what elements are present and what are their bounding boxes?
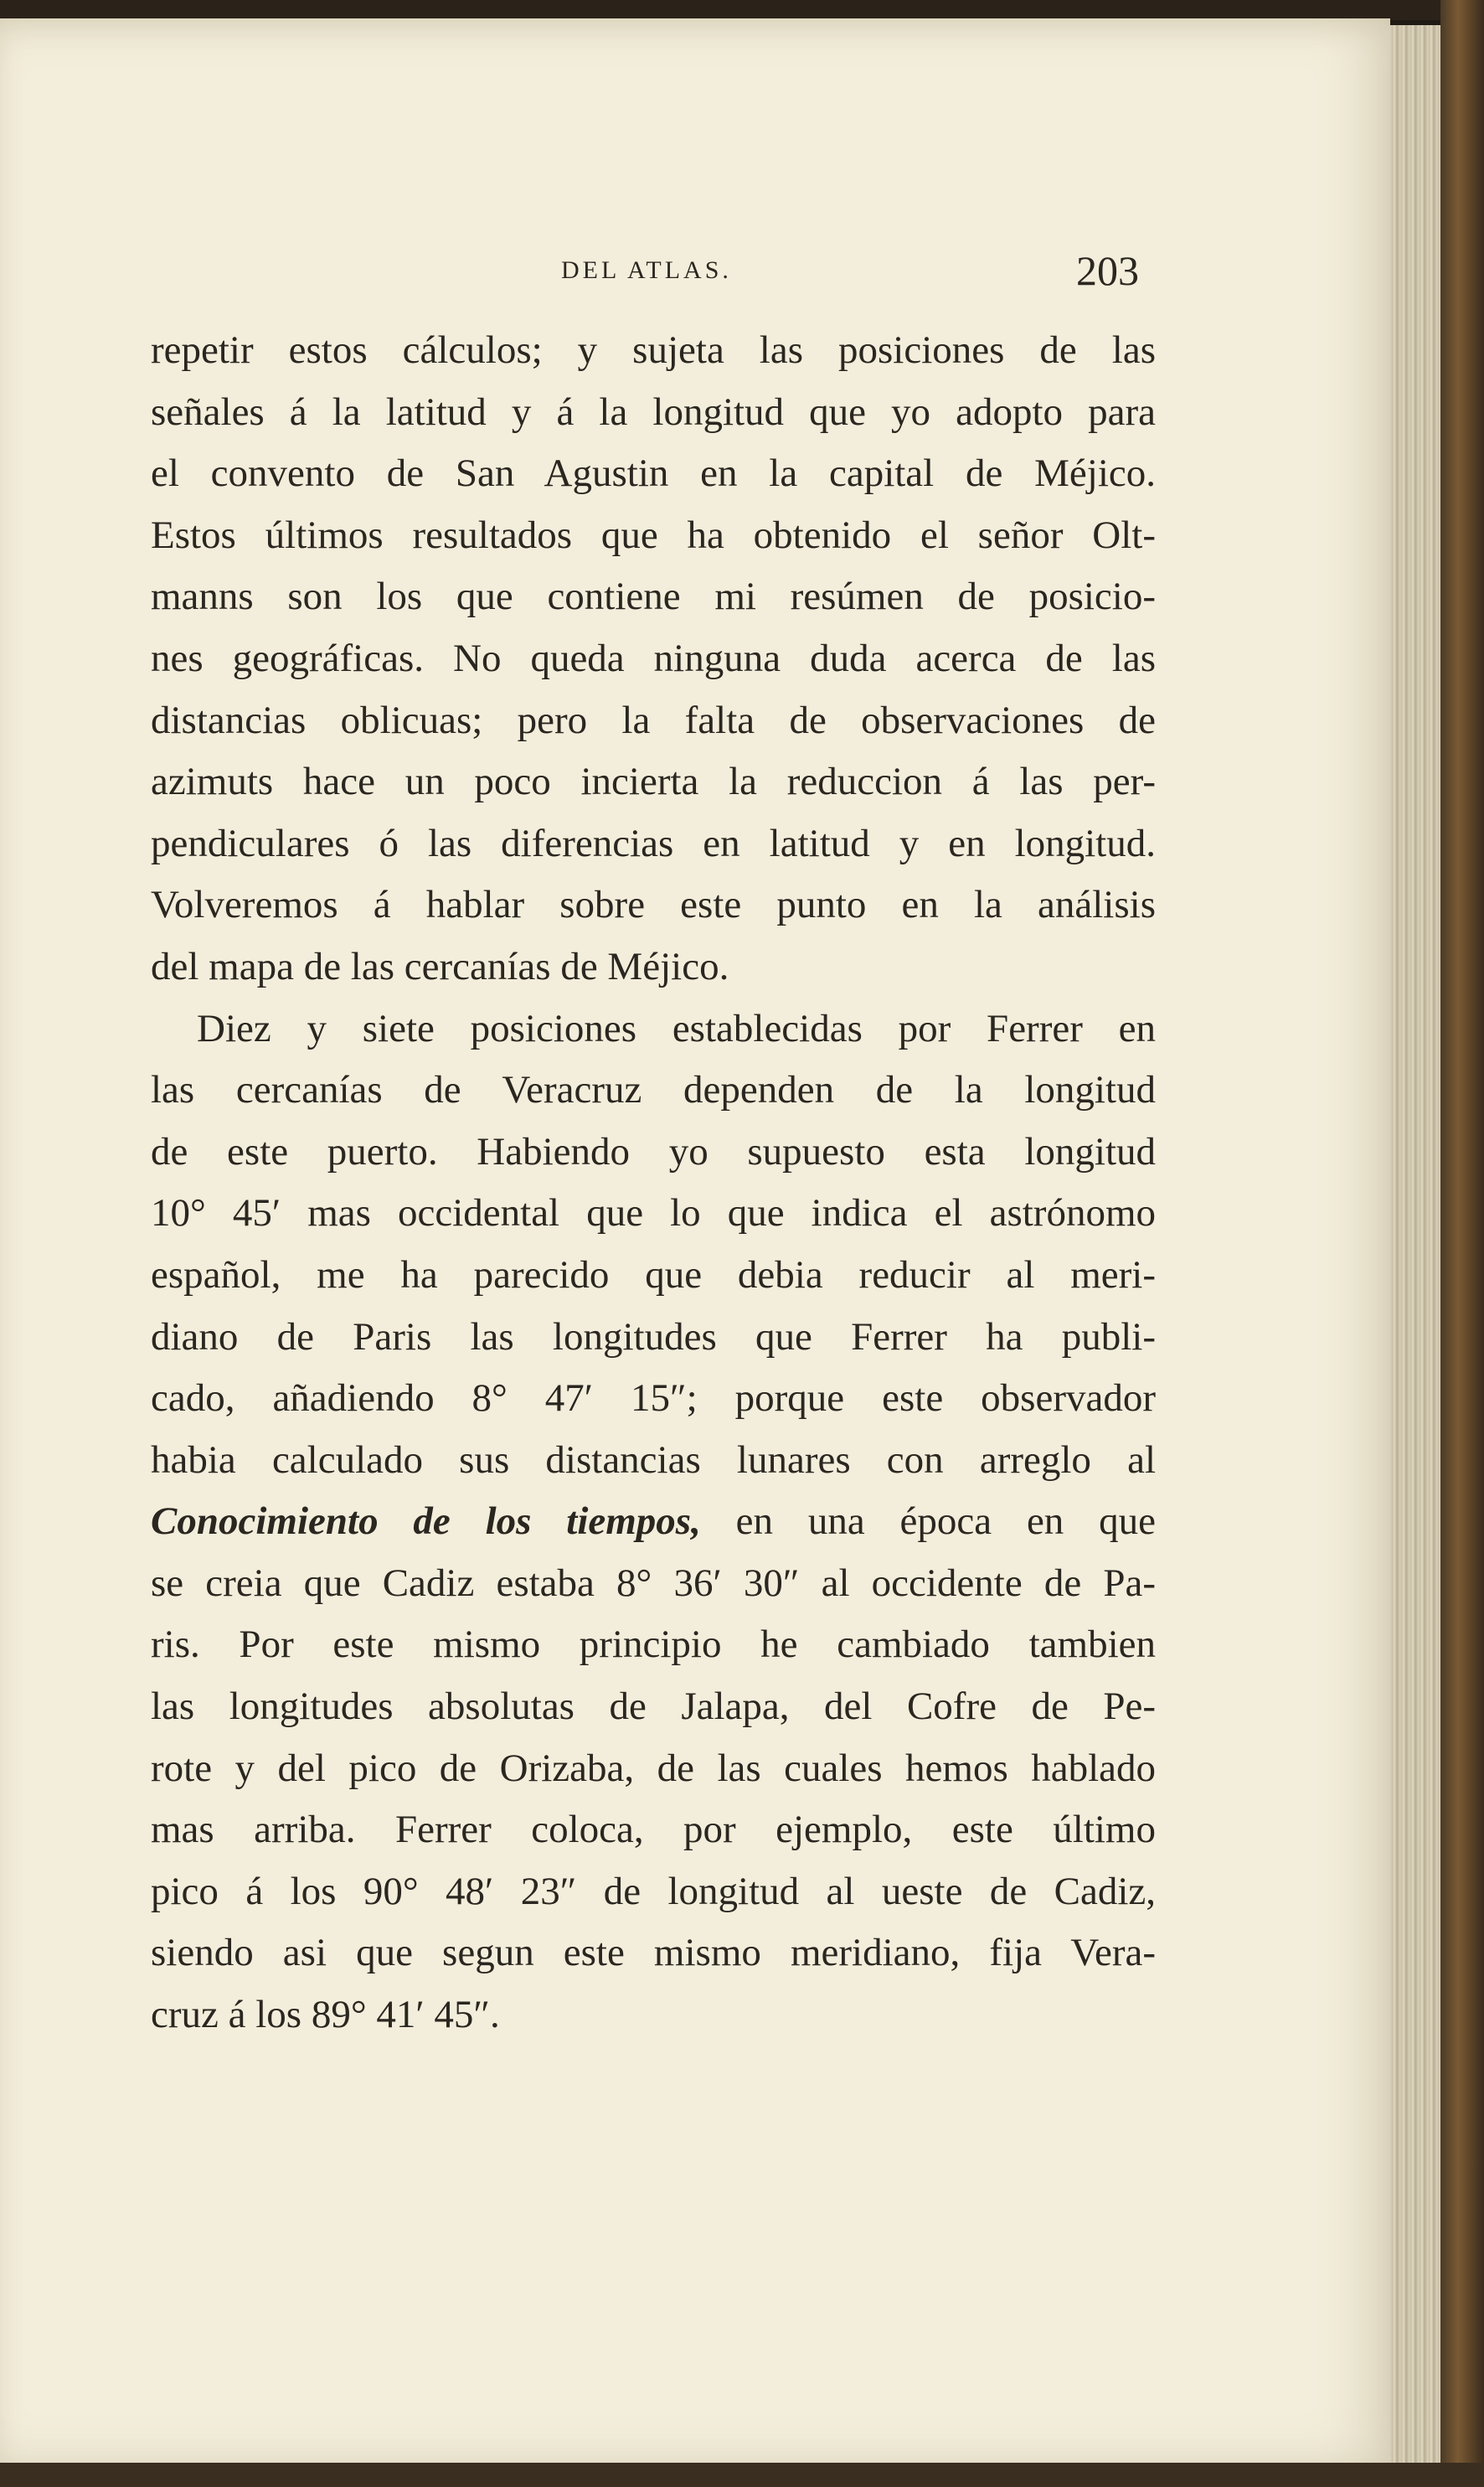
book-spine-edge: [1440, 0, 1484, 2487]
paragraph-1: [151, 320, 1156, 998]
paragraph-2: [151, 998, 1156, 2046]
text-line: ris. Por este mismo principio he cambiado tambien: [151, 1623, 1156, 1667]
italic-title: Conocimiento de los tiempos,: [151, 1499, 701, 1544]
text-line: español, me ha parecido que debia reducir al meri-: [151, 1252, 1156, 1297]
text-line: de este puerto. Habiendo yo supuesto esta longitud: [151, 1129, 1156, 1174]
text-fragment: en una época en que: [700, 1499, 1156, 1544]
text-line: Diez y siete posiciones establecidas por Ferrer en: [197, 1006, 1156, 1050]
scan-bottom-border: [0, 2463, 1484, 2487]
text-line: pendiculares ó las diferencias en latitud y en longitud.: [151, 821, 1156, 865]
scan-top-border: [0, 0, 1484, 20]
page-number: 203: [1076, 247, 1139, 294]
text-line: nes geográficas. No queda ninguna duda acerca de las: [151, 636, 1156, 680]
running-title: DEL ATLAS.: [561, 256, 732, 284]
text-line: diano de Paris las longitudes que Ferrer ha publi-: [151, 1314, 1156, 1359]
text-line: se creia que Cadiz estaba 8° 36′ 30″ al occidente de Pa-: [151, 1561, 1156, 1605]
text-line: cruz á los 89° 41′ 45″.: [151, 1993, 500, 2037]
text-line: del mapa de las cercanías de Méjico.: [151, 944, 729, 988]
text-line: Estos últimos resultados que ha obtenido el señor Olt-: [151, 513, 1156, 557]
text-line: distancias oblicuas; pero la falta de observaciones de: [151, 698, 1156, 742]
text-line: habia calculado sus distancias lunares con arreglo al: [151, 1437, 1156, 1482]
running-head: [151, 247, 1156, 302]
text-line: el convento de San Agustin en la capital de Méjico.: [151, 451, 1156, 496]
text-line: pico á los 90° 48′ 23″ de longitud al ueste de Cadiz,: [151, 1869, 1156, 1913]
text-line: azimuts hace un poco incierta la reduccion á las per-: [151, 760, 1156, 804]
text-line: las longitudes absolutas de Jalapa, del Cofre de Pe-: [151, 1685, 1156, 1729]
body-text: [151, 320, 1156, 2046]
text-line-with-italic: [151, 1491, 1156, 1553]
text-line: repetir estos cálculos; y sujeta las posiciones de las: [151, 328, 1156, 372]
text-line: señales á la latitud y á la longitud que yo adopto para: [151, 390, 1156, 434]
text-line: las cercanías de Veracruz dependen de la longitud: [151, 1068, 1156, 1112]
text-line: 10° 45′ mas occidental que lo que indica el astrónomo: [151, 1191, 1156, 1236]
text-line: rote y del pico de Orizaba, de las cuales hemos hablado: [151, 1746, 1156, 1790]
text-line: siendo asi que segun este mismo meridiano, fija Vera-: [151, 1931, 1156, 1975]
text-line: manns son los que contiene mi resúmen de posicio-: [151, 575, 1156, 619]
text-line: mas arriba. Ferrer coloca, por ejemplo, este último: [151, 1808, 1156, 1852]
text-line: Volveremos á hablar sobre este punto en la análisis: [151, 883, 1156, 927]
text-line: cado, añadiendo 8° 47′ 15″; porque este observador: [151, 1376, 1156, 1421]
